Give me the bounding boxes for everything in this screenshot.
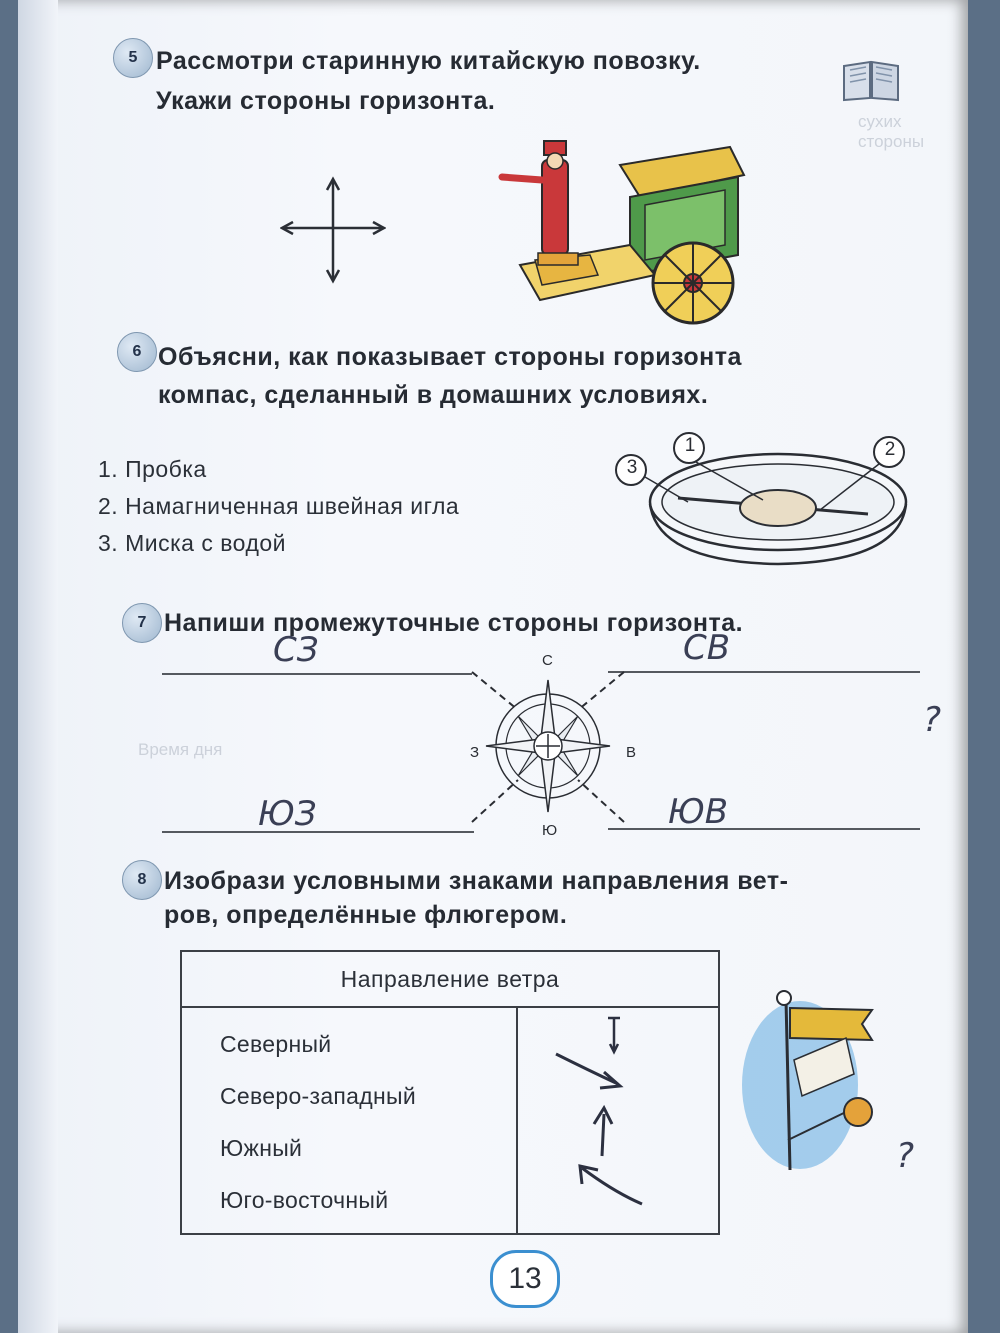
task-number-badge: 5 [113,38,153,78]
handwritten-wind-arrows [518,1008,718,1228]
task-title: компас, сделанный в домашних условиях. [158,381,709,409]
table-row: Северный [220,1031,332,1057]
chinese-carriage-illustration [480,135,760,330]
compass-label-south: Ю [542,822,558,839]
page-number: 13 [490,1250,560,1308]
handwritten-question-mark: ? [923,700,942,740]
handwritten-answer-ne: СВ [683,628,731,668]
task-number-badge: 8 [122,860,162,900]
list-item: 2. Намагниченная швейная игла [98,493,460,519]
table-row: Северо-западный [220,1083,416,1109]
table-header: Направление ветра [181,951,719,1007]
list-item: 3. Миска с водой [98,530,287,556]
task-title: Укажи стороны горизонта. [156,87,496,115]
compass-rose-icon [458,650,638,840]
task-title: Объясни, как показывает стороны горизонта [158,343,742,371]
task-title: Изобрази условными знаками направления вет- [164,867,789,895]
workbook-page [18,0,968,1333]
task-title: Напиши промежуточные стороны горизонта. [164,609,744,637]
weather-vane-illustration [738,980,888,1175]
page-spine [18,0,58,1333]
list-item: 1. Пробка [98,456,207,482]
answer-line [162,673,472,675]
wind-direction-table [180,950,720,1235]
direction-cross-icon [280,176,386,284]
task-number-badge: 6 [117,332,157,372]
handwritten-answer-se: ЮВ [668,792,729,832]
compass-label-east: В [626,744,637,761]
answer-line [608,671,920,673]
callout-2: 2 [884,439,896,460]
water-bowl-compass-illustration [588,422,918,582]
table-row: Юго-восточный [220,1187,389,1213]
compass-label-north: С [542,652,553,669]
wind-names-column [181,1007,517,1234]
task-title: ров, определённые флюгером. [164,901,568,929]
book-icon [840,58,902,102]
bleed-through-text: Время дня [138,740,223,759]
wind-symbols-column [517,1007,719,1234]
table-row: Южный [220,1135,303,1161]
bleed-through-text: сухих стороны [858,112,925,151]
task-title: Рассмотри старинную китайскую повозку. [156,47,701,75]
answer-line [162,831,474,833]
handwritten-answer-sw: ЮЗ [258,794,317,834]
task-number-badge: 7 [122,603,162,643]
callout-3: 3 [626,457,638,478]
handwritten-question-mark: ? [896,1136,915,1176]
handwritten-answer-nw: СЗ [273,630,319,670]
compass-label-west: З [470,744,480,761]
callout-1: 1 [684,435,696,456]
answer-line [608,828,920,830]
